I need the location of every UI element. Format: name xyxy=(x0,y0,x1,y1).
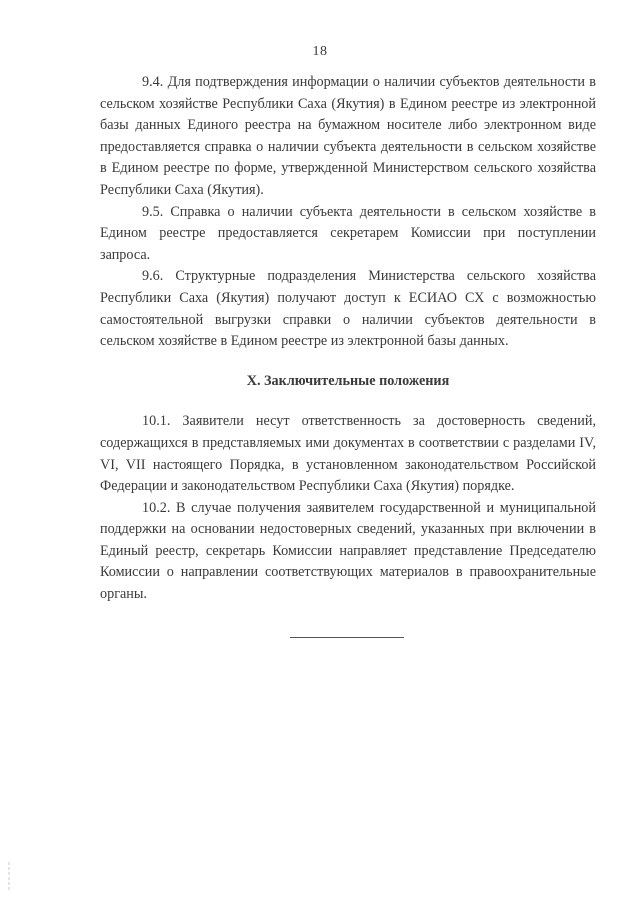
paragraph-9-6: 9.6. Структурные подразделения Министерства сельского хозяйства Республики Саха (Якутия) получают доступ к ЕСИАО СХ с возможностью самостоятельной выгрузки справки о наличии субъектов деятельности в сельском хозяйстве в Едином реестре из электронной базы данных. xyxy=(100,268,596,350)
paragraph-10-2: 10.2. В случае получения заявителем государственной и муниципальной поддержки на основании недостоверных сведений, указанных при включении в Единый реестр, секретарь Комиссии направляет представление Председателю Комиссии о направлении соответствующих материалов в правоохранительные органы. xyxy=(100,499,596,603)
section-heading: X. Заключительные положения xyxy=(246,372,450,389)
scan-margin-mark xyxy=(6,862,12,890)
paragraph-10-1: 10.1. Заявители несут ответственность за достоверность сведений, содержащихся в представляемых ими документах в соответствии с разделами IV, VI, VII настоящего Порядка, в установленном законодательством Российской Федерации и законодательством Республики Саха (Якутия) порядке. xyxy=(100,413,596,495)
paragraph-9-4: 9.4. Для подтверждения информации о наличии субъектов деятельности в сельском хозяйстве Республики Саха (Якутия) в Едином реестре из электронной базы данных Единого реестра на бумажном носителе либо электронном виде предоставляется справка о наличии субъекта деятельности в сельском хозяйстве в Едином реестре по форме, утвержденной Министерством сельского хозяйства Республики Саха (Якутия). xyxy=(100,74,596,198)
scan-artifact-icon xyxy=(6,862,12,890)
document-body xyxy=(100,72,596,606)
closing-divider xyxy=(290,637,404,638)
paragraph-9-5: 9.5. Справка о наличии субъекта деятельности в сельском хозяйстве в Едином реестре предоставляется секретарем Комиссии при поступлении запроса. xyxy=(100,203,596,263)
page-number: 18 xyxy=(312,44,328,59)
